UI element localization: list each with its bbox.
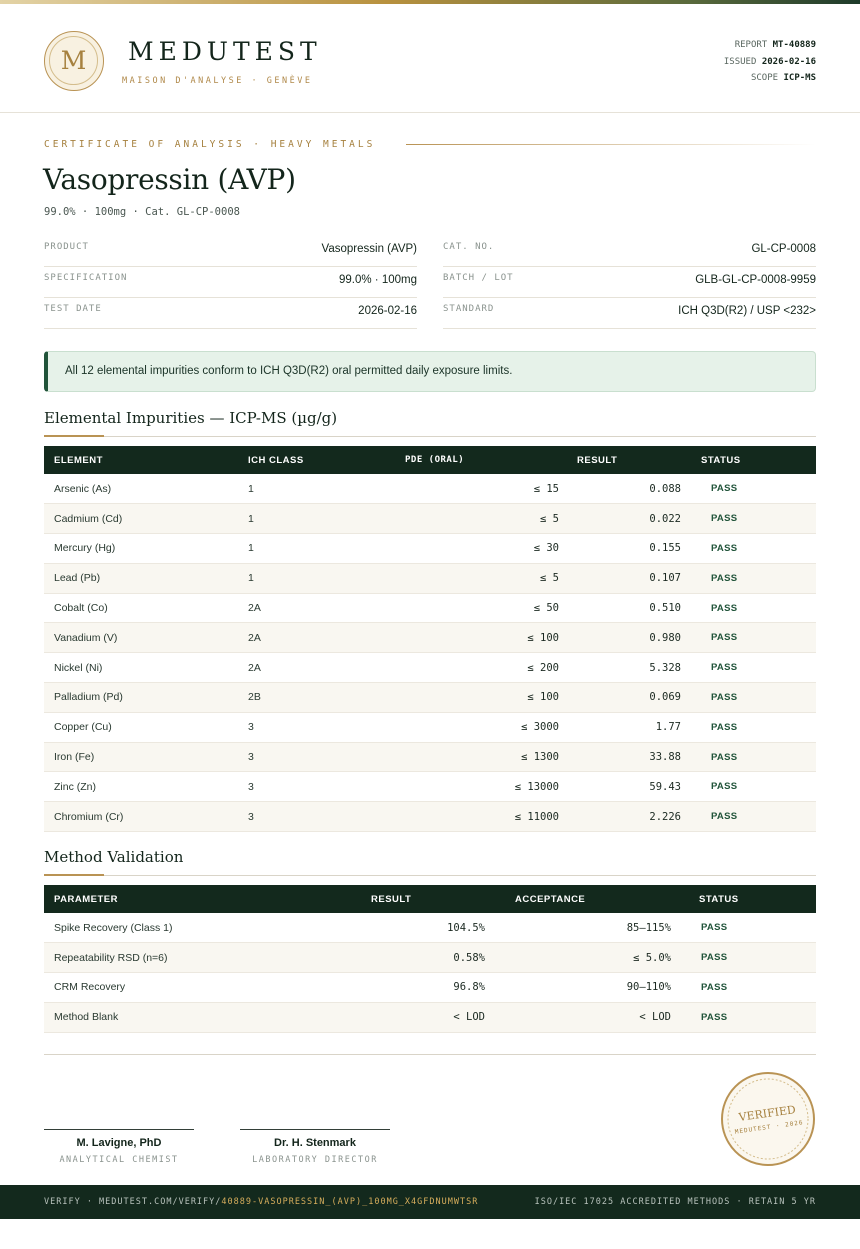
pde-cell: ≤ 100	[385, 683, 569, 713]
result-cell: 33.88	[569, 742, 691, 772]
status-cell: PASS	[681, 913, 816, 943]
status-cell: PASS	[691, 653, 816, 683]
page-title: Vasopressin (AVP)	[43, 163, 296, 196]
impurities-table	[44, 446, 816, 832]
status-cell: PASS	[691, 474, 816, 504]
table-row	[44, 742, 816, 772]
table-row	[44, 772, 816, 802]
col-ich-class: ICH CLASS	[238, 446, 385, 474]
info-key: TEST DATE	[44, 304, 102, 314]
signatory-role: LABORATORY DIRECTOR	[252, 1155, 378, 1165]
parameter-cell: Spike Recovery (Class 1)	[44, 913, 351, 943]
brand-tagline: MAISON D'ANALYSE · GENÈVE	[122, 76, 313, 86]
table-header-row	[44, 885, 816, 913]
table-row	[44, 504, 816, 534]
element-cell: Mercury (Hg)	[44, 534, 238, 564]
signatory-name: Dr. H. Stenmark	[274, 1137, 356, 1149]
status-cell: PASS	[691, 802, 816, 832]
result-cell: 0.510	[569, 593, 691, 623]
info-value: 99.0% · 100mg	[339, 274, 417, 286]
report-label: REPORT	[734, 40, 768, 50]
status-cell: PASS	[691, 534, 816, 564]
ich-class-cell: 1	[238, 563, 385, 593]
parameter-cell: Repeatability RSD (n=6)	[44, 943, 351, 973]
conformance-notice	[44, 351, 816, 392]
pde-cell: ≤ 100	[385, 623, 569, 653]
element-cell: Vanadium (V)	[44, 623, 238, 653]
parameter-cell: Method Blank	[44, 1002, 351, 1032]
result-cell: 59.43	[569, 772, 691, 802]
element-cell: Cadmium (Cd)	[44, 504, 238, 534]
status-cell: PASS	[691, 504, 816, 534]
status-cell: PASS	[691, 712, 816, 742]
document-eyebrow	[44, 139, 816, 151]
info-value: GL-CP-0008	[751, 243, 816, 255]
pde-cell: ≤ 1300	[385, 742, 569, 772]
result-cell: 96.8%	[351, 973, 495, 1003]
result-cell: 5.328	[569, 653, 691, 683]
section-rule	[44, 436, 816, 437]
status-cell: PASS	[691, 772, 816, 802]
issued-value: 2026-02-16	[761, 56, 816, 67]
info-key: BATCH / LOT	[443, 273, 514, 283]
result-cell: 1.77	[569, 712, 691, 742]
notice-text: All 12 elemental impurities conform to ICH Q3D(R2) oral permitted daily exposure limits.	[65, 365, 513, 377]
result-cell: 0.155	[569, 534, 691, 564]
result-cell: 2.226	[569, 802, 691, 832]
verify-prefix: VERIFY · MEDUTEST.COM/VERIFY/	[44, 1197, 222, 1207]
pde-cell: ≤ 200	[385, 653, 569, 683]
result-cell: 0.58%	[351, 943, 495, 973]
status-cell: PASS	[691, 623, 816, 653]
signatory-role: ANALYTICAL CHEMIST	[59, 1155, 179, 1165]
signature-divider	[44, 1054, 816, 1055]
report-meta	[724, 37, 816, 87]
eyebrow-rule	[406, 144, 816, 145]
verify-code-link[interactable]: 40889-VASOPRESSIN_(AVP)_100MG_X4GFDNUMWTSR	[221, 1197, 479, 1207]
table-row	[44, 683, 816, 713]
ich-class-cell: 2A	[238, 623, 385, 653]
pde-cell: ≤ 5	[385, 563, 569, 593]
signature-line	[44, 1129, 194, 1130]
parameter-cell: CRM Recovery	[44, 973, 351, 1003]
logo-letter: M	[49, 36, 98, 85]
pde-cell: ≤ 13000	[385, 772, 569, 802]
ich-class-cell: 3	[238, 772, 385, 802]
ich-class-cell: 3	[238, 712, 385, 742]
element-cell: Zinc (Zn)	[44, 772, 238, 802]
info-row-specification	[44, 267, 417, 298]
result-cell: 0.980	[569, 623, 691, 653]
status-cell: PASS	[681, 1002, 816, 1032]
element-cell: Chromium (Cr)	[44, 802, 238, 832]
verify-text	[44, 1197, 478, 1207]
pde-cell: ≤ 15	[385, 474, 569, 504]
pde-cell: ≤ 50	[385, 593, 569, 623]
element-cell: Palladium (Pd)	[44, 683, 238, 713]
info-key: STANDARD	[443, 304, 495, 314]
table-row	[44, 593, 816, 623]
ich-class-cell: 1	[238, 534, 385, 564]
acceptance-cell: ≤ 5.0%	[495, 943, 681, 973]
logo-seal	[44, 31, 104, 91]
brand-name: MEDUTEST	[128, 37, 322, 66]
table-row	[44, 943, 816, 973]
table-row	[44, 534, 816, 564]
element-cell: Lead (Pb)	[44, 563, 238, 593]
scope-value: ICP-MS	[783, 73, 816, 83]
status-cell: PASS	[691, 593, 816, 623]
header	[0, 4, 860, 113]
page-subtitle: 99.0% · 100mg · Cat. GL-CP-0008	[44, 206, 240, 218]
info-row-cat-no	[443, 236, 816, 267]
info-value: 2026-02-16	[358, 305, 417, 317]
result-cell: 0.088	[569, 474, 691, 504]
element-cell: Arsenic (As)	[44, 474, 238, 504]
ich-class-cell: 2A	[238, 593, 385, 623]
ich-class-cell: 1	[238, 474, 385, 504]
table-row	[44, 913, 816, 943]
info-key: CAT. NO.	[443, 242, 495, 252]
acceptance-cell: < LOD	[495, 1002, 681, 1032]
eyebrow-text: CERTIFICATE OF ANALYSIS · HEAVY METALS	[44, 139, 376, 150]
ich-class-cell: 2B	[238, 683, 385, 713]
report-value: MT-40889	[772, 40, 816, 50]
table-row	[44, 1002, 816, 1032]
signature-line	[240, 1129, 390, 1130]
section-rule	[44, 875, 816, 876]
element-cell: Nickel (Ni)	[44, 653, 238, 683]
result-cell: 0.107	[569, 563, 691, 593]
info-value: GLB-GL-CP-0008-9959	[695, 274, 816, 286]
result-cell: 104.5%	[351, 913, 495, 943]
pde-cell: ≤ 11000	[385, 802, 569, 832]
accreditation-text: ISO/IEC 17025 ACCREDITED METHODS · RETAIN 5 YR	[534, 1197, 816, 1207]
col-status: STATUS	[681, 885, 816, 913]
ich-class-cell: 2A	[238, 653, 385, 683]
pde-cell: ≤ 3000	[385, 712, 569, 742]
pde-cell: ≤ 30	[385, 534, 569, 564]
info-row-batch-lot	[443, 267, 816, 298]
scope-label: SCOPE	[750, 73, 779, 83]
col-element: ELEMENT	[44, 446, 238, 474]
table-row	[44, 563, 816, 593]
ich-class-cell: 3	[238, 742, 385, 772]
info-row-product	[44, 236, 417, 267]
col-acceptance: ACCEPTANCE	[495, 885, 681, 913]
status-cell: PASS	[681, 943, 816, 973]
status-cell: PASS	[691, 563, 816, 593]
element-cell: Iron (Fe)	[44, 742, 238, 772]
acceptance-cell: 90–110%	[495, 973, 681, 1003]
info-key: PRODUCT	[44, 242, 89, 252]
info-value: ICH Q3D(R2) / USP <232>	[678, 305, 816, 317]
col-pde: PDE (ORAL)	[385, 446, 569, 474]
table-header-row	[44, 446, 816, 474]
col-result: RESULT	[351, 885, 495, 913]
acceptance-cell: 85–115%	[495, 913, 681, 943]
footer	[0, 1185, 860, 1219]
seal-sub-text: MEDUTEST · 2026	[734, 1119, 804, 1136]
status-cell: PASS	[691, 683, 816, 713]
status-cell: PASS	[681, 973, 816, 1003]
col-status: STATUS	[691, 446, 816, 474]
table-row	[44, 712, 816, 742]
table-row	[44, 802, 816, 832]
ich-class-cell: 3	[238, 802, 385, 832]
issued-label: ISSUED	[723, 56, 757, 67]
col-result: RESULT	[569, 446, 691, 474]
section-accent	[44, 874, 104, 876]
status-cell: PASS	[691, 742, 816, 772]
verified-seal-icon	[720, 1071, 816, 1167]
result-cell: 0.069	[569, 683, 691, 713]
pde-cell: ≤ 5	[385, 504, 569, 534]
validation-table	[44, 885, 816, 1033]
signatory-name: M. Lavigne, PhD	[76, 1137, 162, 1149]
seal-main-text: VERIFIED	[737, 1103, 797, 1124]
info-key: SPECIFICATION	[44, 273, 128, 283]
table-row	[44, 623, 816, 653]
ich-class-cell: 1	[238, 504, 385, 534]
col-parameter: PARAMETER	[44, 885, 351, 913]
table-row	[44, 653, 816, 683]
validation-section-title: Method Validation	[44, 848, 184, 866]
table-row	[44, 973, 816, 1003]
table-row	[44, 474, 816, 504]
impurities-section-title: Elemental Impurities — ICP-MS (µg/g)	[44, 409, 338, 427]
element-cell: Copper (Cu)	[44, 712, 238, 742]
info-row-standard	[443, 298, 816, 329]
info-value: Vasopressin (AVP)	[321, 243, 417, 255]
result-cell: 0.022	[569, 504, 691, 534]
section-accent	[44, 435, 104, 437]
info-row-test-date	[44, 298, 417, 329]
result-cell: < LOD	[351, 1002, 495, 1032]
element-cell: Cobalt (Co)	[44, 593, 238, 623]
